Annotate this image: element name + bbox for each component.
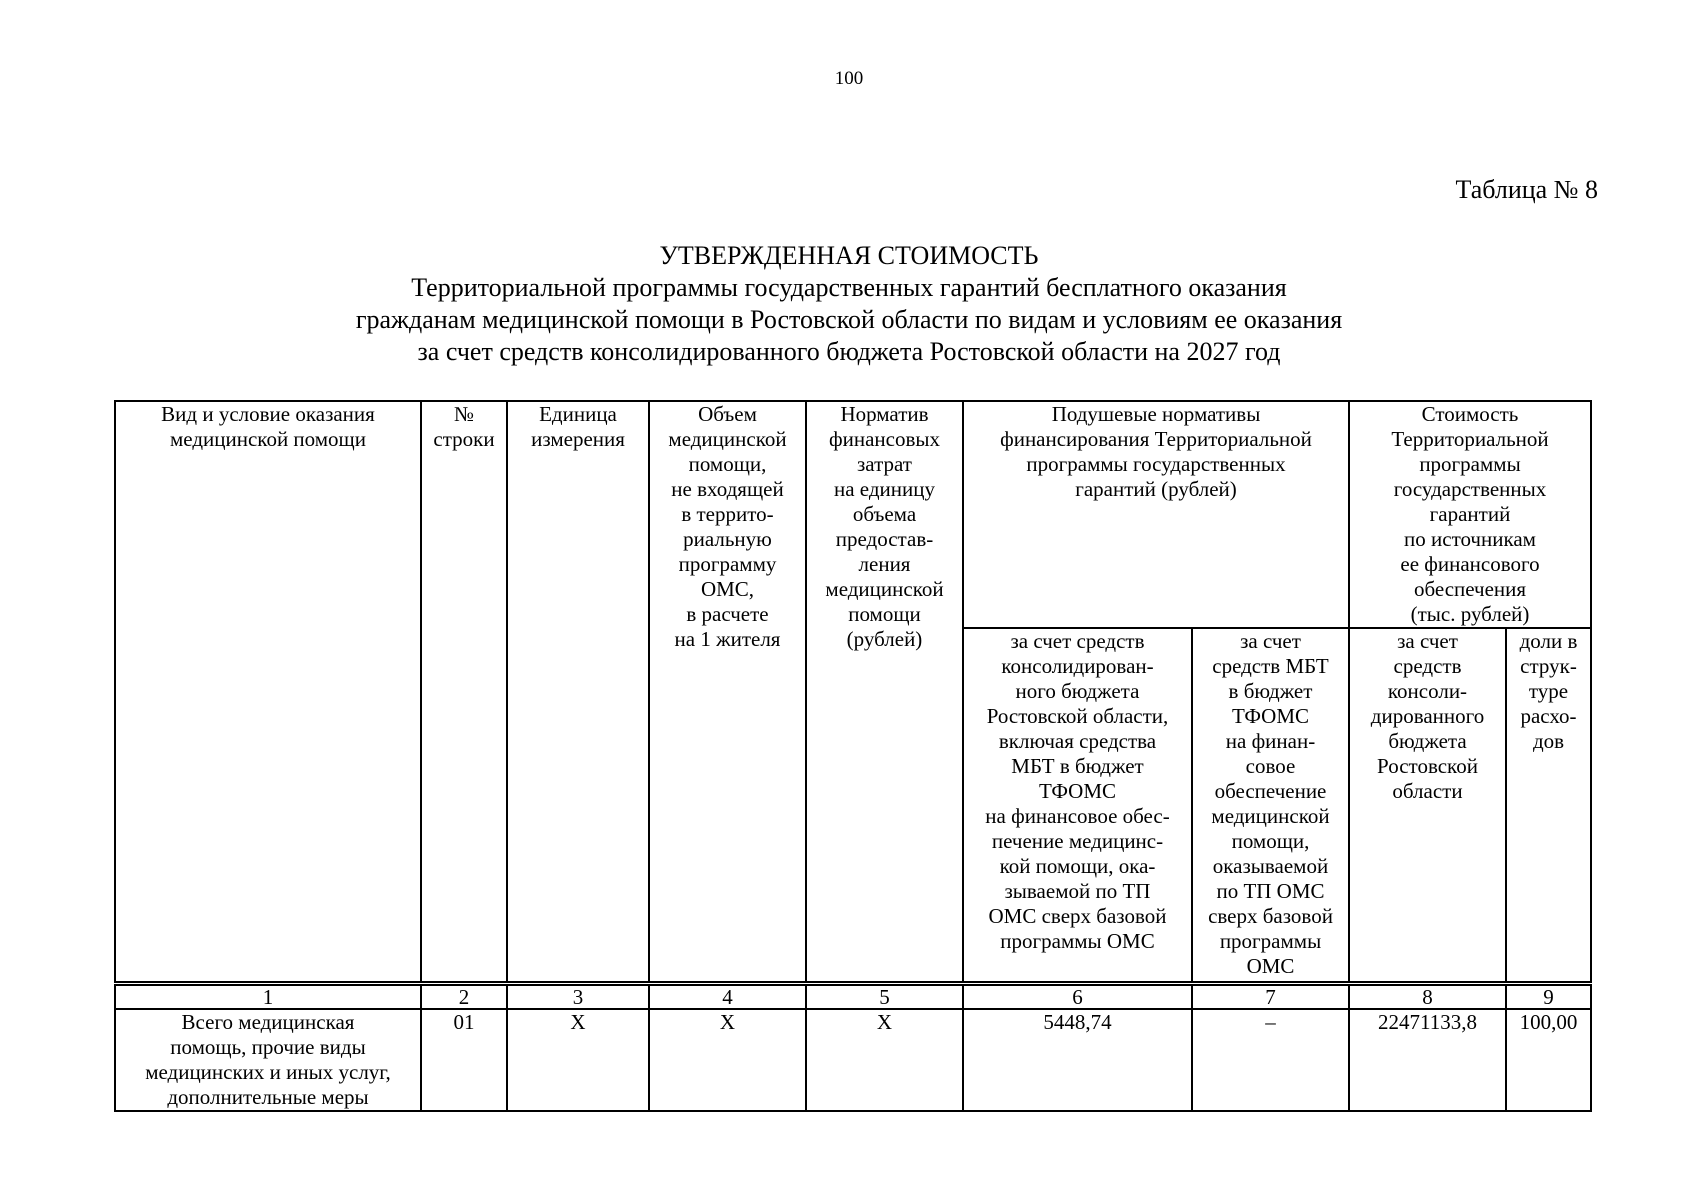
header-row-top — [115, 401, 1591, 628]
column-number: 7 — [1192, 984, 1349, 1010]
column-number: 5 — [806, 984, 963, 1010]
volume-cell: Х — [649, 1009, 806, 1111]
header-kind-of-care: Вид и условие оказания медицинской помощи — [115, 401, 421, 984]
column-number: 2 — [421, 984, 507, 1010]
page-number: 100 — [834, 68, 864, 89]
cost-consolidated-cell: 22471133,8 — [1349, 1009, 1506, 1111]
header-per-capita-group: Подушевые нормативы финансирования Территориальной программы государственных гарантий (рублей) — [963, 401, 1349, 628]
column-number: 8 — [1349, 984, 1506, 1010]
header-cost-consolidated: за счет средств консоли- дированного бюджета Ростовской области — [1349, 628, 1506, 984]
table-label: Таблица № 8 — [1455, 175, 1598, 204]
unit-cell: Х — [507, 1009, 649, 1111]
header-volume: Объем медицинской помощи, не входящей в террито- риальную программу ОМС, в расчете на 1 жителя — [649, 401, 806, 984]
header-cost-norm: Норматив финансовых затрат на единицу объема предостав- ления медицинской помощи (рублей) — [806, 401, 963, 984]
column-number: 9 — [1506, 984, 1591, 1010]
column-number: 1 — [115, 984, 421, 1010]
cost-norm-cell: Х — [806, 1009, 963, 1111]
header-consolidated-budget: за счет средств консолидирован- ного бюджета Ростовской области, включая средства МБТ в бюджет ТФОМС на финансовое обес- печение медицинс- кой помощи, ока- зываемой по ТП ОМС сверх базовой программы ОМС — [963, 628, 1192, 984]
header-mbt-funds: за счет средств МБТ в бюджет ТФОМС на финан- совое обеспечение медицинской помощи, оказываемой по ТП ОМС сверх базовой программы ОМС — [1192, 628, 1349, 984]
header-unit: Единица измерения — [507, 401, 649, 984]
title-line-1: УТВЕРЖДЕННАЯ СТОИМОСТЬ — [659, 241, 1039, 270]
header-program-cost-group: Стоимость Территориальной программы государственных гарантий по источникам ее финансового обеспечения (тыс. рублей) — [1349, 401, 1591, 628]
cost-table — [114, 400, 1592, 1112]
title-line-4: за счет средств консолидированного бюджета Ростовской области на 2027 год — [417, 337, 1281, 366]
title-line-2: Территориальной программы государственных гарантий бесплатного оказания — [411, 273, 1287, 302]
per-capita-consolidated-cell: 5448,74 — [963, 1009, 1192, 1111]
column-number: 6 — [963, 984, 1192, 1010]
row-label: Всего медицинская помощь, прочие виды медицинских и иных услуг, дополнительные меры — [115, 1009, 421, 1111]
row-number-cell: 01 — [421, 1009, 507, 1111]
document-title — [0, 240, 1698, 368]
column-number-row — [115, 984, 1591, 1010]
table-row — [115, 1009, 1591, 1111]
header-expense-share: доли в струк- туре расхо- дов — [1506, 628, 1591, 984]
column-number: 4 — [649, 984, 806, 1010]
expense-share-cell: 100,00 — [1506, 1009, 1591, 1111]
column-number: 3 — [507, 984, 649, 1010]
title-line-3: гражданам медицинской помощи в Ростовской области по видам и условиям ее оказания — [355, 305, 1343, 334]
header-row-number: № строки — [421, 401, 507, 984]
per-capita-mbt-cell: – — [1192, 1009, 1349, 1111]
